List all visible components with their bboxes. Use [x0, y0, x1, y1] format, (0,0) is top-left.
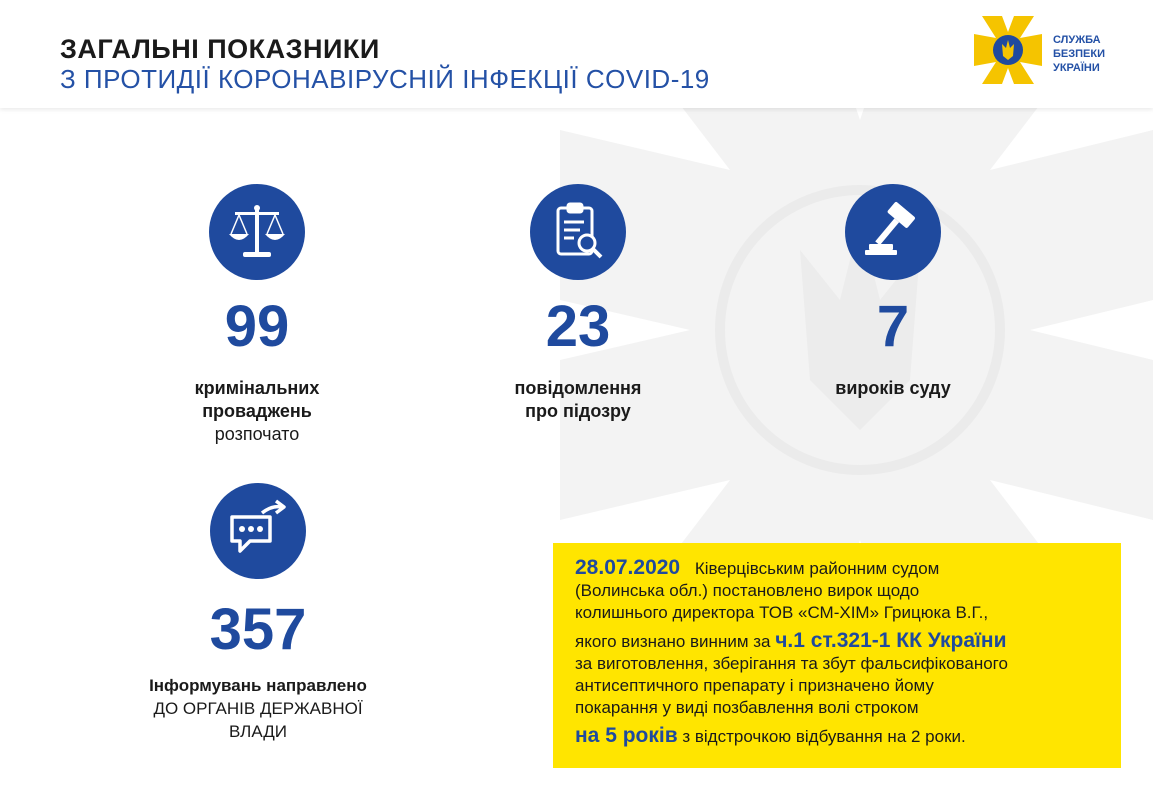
info-text: Ківерцівським районним судом	[694, 559, 940, 578]
sbu-shield-icon	[972, 14, 1044, 86]
stat-value: 357	[209, 597, 307, 662]
gavel-icon	[845, 184, 941, 280]
stat-label: вироків суду	[835, 378, 951, 398]
page-subtitle: З ПРОТИДІЇ КОРОНАВІРУСНІЙ ІНФЕКЦІЇ COVID-19	[60, 64, 710, 94]
stat-criminal-proceedings	[157, 184, 357, 446]
sentence-term: на 5 років	[575, 724, 678, 747]
page-title: ЗАГАЛЬНІ ПОКАЗНИКИ	[60, 34, 380, 64]
info-text: (Волинська обл.) постановлено вирок щодо	[575, 581, 920, 600]
scales-icon	[209, 184, 305, 280]
info-text: колишнього директора ТОВ «СМ-ХІМ» Грицюка В.Г.,	[575, 603, 989, 622]
info-text: якого визнано винним за	[575, 632, 771, 651]
stat-label: проваджень	[202, 401, 312, 421]
stat-label: розпочато	[214, 424, 300, 444]
logo-text: СЛУЖБА БЕЗПЕКИ УКРАЇНИ	[1053, 34, 1105, 74]
stat-label: кримінальних	[194, 378, 320, 398]
stat-value: 7	[876, 294, 910, 359]
info-text: антисептичного препарату і призначено йому	[575, 676, 934, 695]
verdict-info-box	[553, 543, 1121, 768]
stat-informings-sent	[108, 483, 408, 743]
clipboard-search-icon	[530, 184, 626, 280]
stat-label: ДО ОРГАНІВ ДЕРЖАВНОЇ	[153, 699, 363, 718]
info-text: з відстрочкою відбування на 2 роки.	[682, 727, 966, 746]
stat-value: 99	[224, 294, 290, 359]
stat-court-verdicts	[793, 184, 993, 400]
law-article: ч.1 ст.321-1 КК України	[775, 629, 1007, 652]
info-text: за виготовлення, зберігання та збут фальсифікованого	[575, 654, 1008, 673]
header	[0, 0, 1153, 108]
chat-forward-icon	[210, 483, 306, 579]
info-text: покарання у виді позбавлення волі строком	[575, 698, 919, 717]
stat-suspicion-notices	[478, 184, 678, 423]
stat-label: ВЛАДИ	[229, 722, 287, 741]
stat-value: 23	[545, 294, 611, 359]
stat-label: Інформувань направлено	[149, 676, 367, 695]
stat-label: повідомлення	[514, 378, 642, 398]
verdict-date: 28.07.2020	[575, 556, 681, 579]
stat-label: про підозру	[525, 401, 631, 421]
